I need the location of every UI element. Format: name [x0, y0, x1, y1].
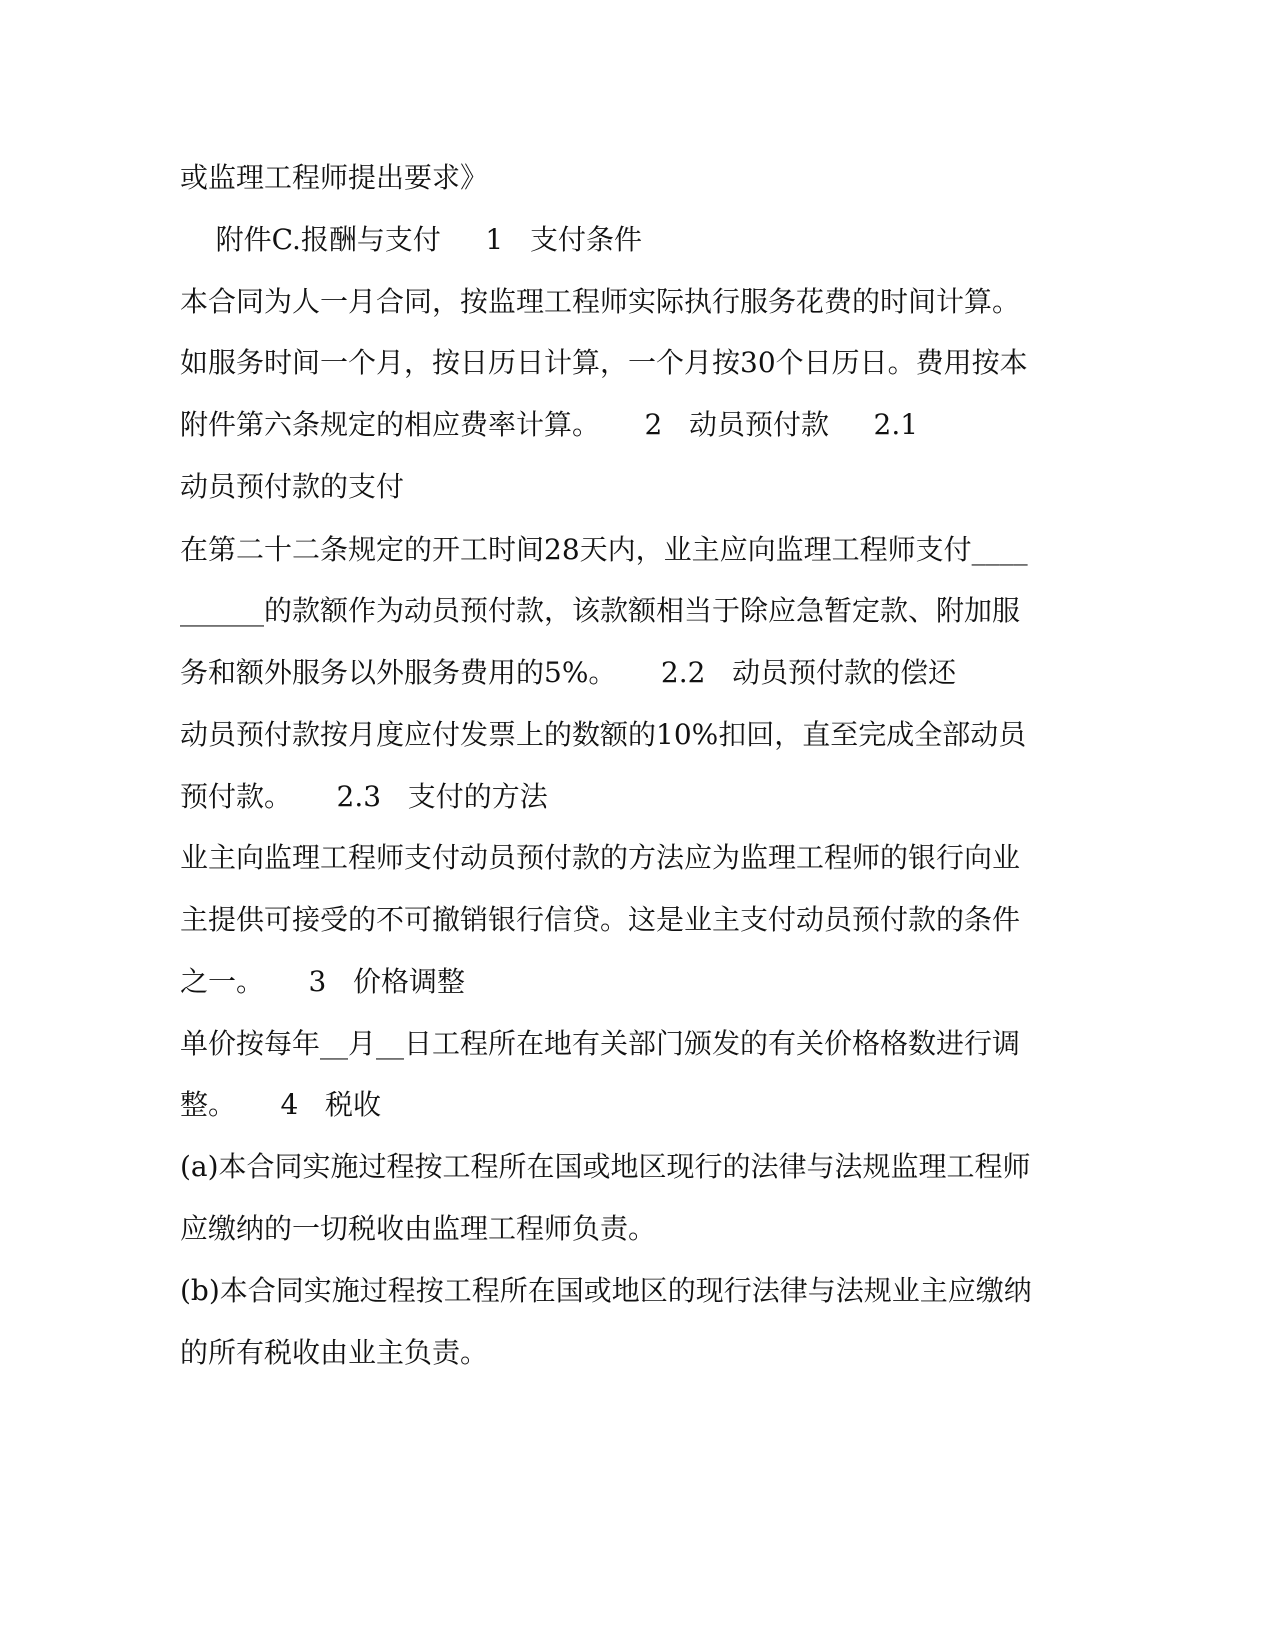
text-line: 预付款。 2.3 支付的方法	[180, 780, 548, 813]
text-line: 本合同为人一月合同，按监理工程师实际执行服务花费的时间计算。	[180, 285, 1021, 318]
text-line: 整。 4 税收	[180, 1088, 382, 1121]
text-line: 在第二十二条规定的开工时间28天内，业主应向监理工程师支付____	[180, 533, 1028, 566]
text-line: 动员预付款按月度应付发票上的数额的10%扣回，直至完成全部动员	[180, 718, 1027, 751]
text-line: 或监理工程师提出要求》	[180, 161, 489, 194]
text-line: 附件C.报酬与支付 1 支付条件	[180, 223, 642, 256]
text-line: 主提供可接受的不可撤销银行信贷。这是业主支付动员预付款的条件	[180, 903, 1021, 936]
text-line: 之一。 3 价格调整	[180, 965, 466, 998]
text-line: 应缴纳的一切税收由监理工程师负责。	[180, 1212, 657, 1245]
text-line: 的所有税收由业主负责。	[180, 1336, 489, 1369]
text-line: 务和额外服务以外服务费用的5%。 2.2 动员预付款的偿还	[180, 656, 957, 689]
text-line: 单价按每年__月__日工程所在地有关部门颁发的有关价格格数进行调	[180, 1027, 1021, 1060]
text-line: 附件第六条规定的相应费率计算。 2 动员预付款 2.1	[180, 408, 919, 441]
text-line: 业主向监理工程师支付动员预付款的方法应为监理工程师的银行向业	[180, 841, 1021, 874]
text-line: (b)本合同实施过程按工程所在国或地区的现行法律与法规业主应缴纳	[180, 1274, 1032, 1307]
text-line: 如服务时间一个月，按日历日计算，一个月按30个日历日。费用按本	[180, 346, 1028, 379]
text-line: (a)本合同实施过程按工程所在国或地区现行的法律与法规监理工程师	[180, 1150, 1031, 1183]
text-line: 动员预付款的支付	[180, 470, 405, 503]
text-line: ______的款额作为动员预付款，该款额相当于除应急暂定款、附加服	[180, 594, 1021, 627]
